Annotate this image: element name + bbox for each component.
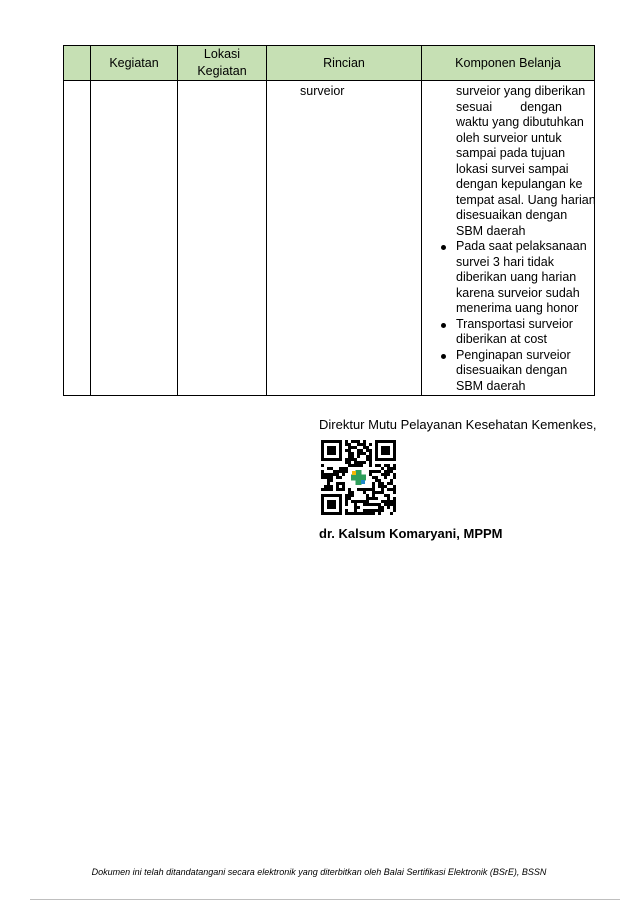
word: dengan — [520, 99, 562, 114]
list-item — [430, 348, 590, 395]
cell-number — [64, 81, 91, 396]
text-line: lokasi survei sampai — [456, 161, 569, 176]
cell-kegiatan — [91, 81, 178, 396]
footer-note: Dokumen ini telah ditandatangani secara elektronik yang diterbitkan oleh Balai Sertifikasi Elektronik (BSrE), BSSN — [91, 867, 547, 877]
text-line: diberikan uang harian — [456, 270, 577, 284]
text-line: tempat asal. Uang harian — [456, 192, 596, 207]
text-line: diberikan at cost — [456, 332, 548, 346]
list-item — [430, 317, 590, 348]
word: sesuai — [456, 99, 493, 114]
text-line: Transportasi surveior — [456, 316, 573, 331]
komponen-bullet-list — [430, 239, 590, 394]
bullet-icon — [441, 354, 446, 359]
table-header-row — [64, 46, 595, 81]
text-line: waktu yang dibutuhkan — [456, 115, 584, 129]
text-line: SBM daerah — [456, 378, 526, 393]
header-kegiatan: Kegiatan — [91, 46, 178, 81]
text-line: survei 3 hari tidak — [456, 254, 554, 269]
komponen-paragraph — [430, 84, 596, 239]
cell-lokasi — [178, 81, 267, 396]
text-line: Pada saat pelaksanaan — [456, 239, 587, 253]
bullet-icon — [441, 245, 446, 250]
signature-title: Direktur Mutu Pelayanan Kesehatan Kemenkes, — [319, 417, 597, 432]
budget-table — [63, 45, 595, 396]
text-line: menerima uang honor — [456, 301, 579, 315]
qr-code-icon — [321, 440, 396, 515]
signatory-name: dr. Kalsum Komaryani, MPPM — [319, 526, 503, 541]
text-line: oleh surveior untuk — [456, 130, 562, 145]
header-komponen-belanja: Komponen Belanja — [422, 46, 595, 81]
cell-komponen-belanja — [422, 81, 595, 396]
text-line: disesuaikan dengan — [456, 208, 568, 222]
header-lokasi-kegiatan: Lokasi Kegiatan — [178, 46, 267, 81]
list-item — [430, 239, 590, 317]
text-line: Penginapan surveior — [456, 347, 571, 362]
cell-rincian: surveior — [267, 81, 422, 396]
text-line: disesuaikan dengan — [456, 363, 568, 377]
text-line: SBM daerah — [456, 223, 526, 238]
text-line: surveior yang diberikan — [456, 84, 586, 98]
text-line — [456, 100, 562, 116]
text-line: dengan kepulangan ke — [456, 177, 583, 191]
footer-divider — [30, 899, 620, 900]
text-line: sampai pada tujuan — [456, 146, 566, 160]
table-row — [64, 81, 595, 396]
text-line: karena surveior sudah — [456, 285, 580, 300]
bullet-icon — [441, 323, 446, 328]
header-number — [64, 46, 91, 81]
header-rincian: Rincian — [267, 46, 422, 81]
